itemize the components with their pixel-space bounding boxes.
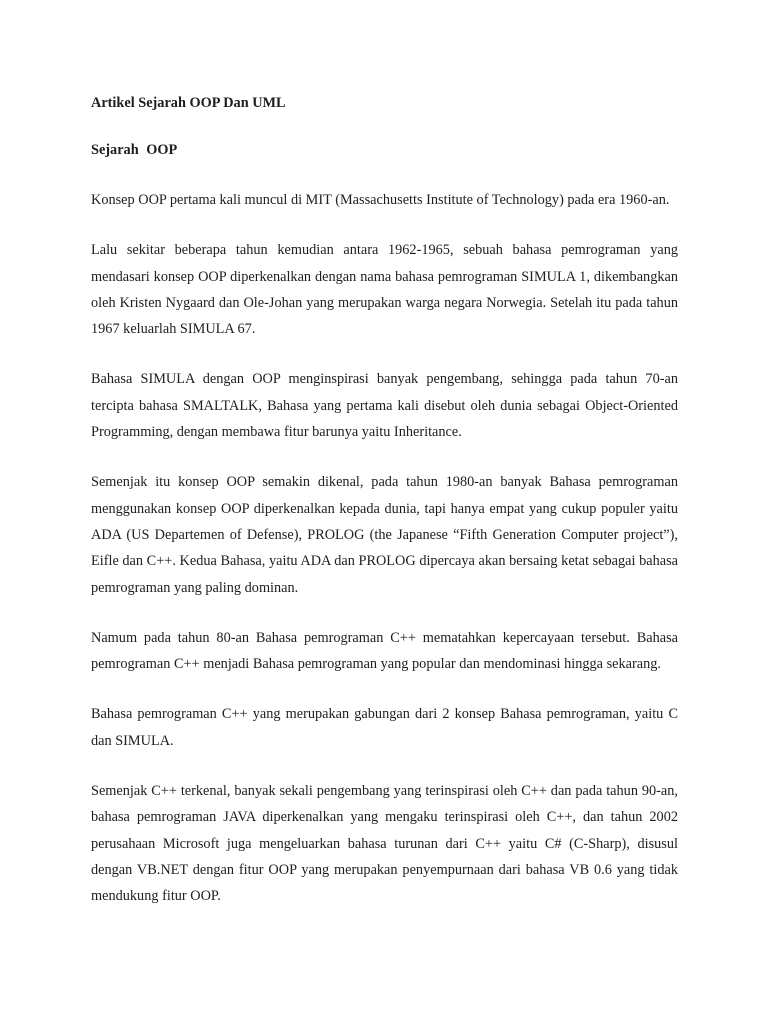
- paragraph: Semenjak C++ terkenal, banyak sekali pengembang yang terinspirasi oleh C++ dan pada tahun 90-an, bahasa pemrograman JAVA diperkenalkan yang mengaku terinspirasi oleh C++, dan tahun 2002 perusahaan Microsoft juga mengeluarkan bahasa turunan dari C++ yaitu C# (C-Sharp), disusul dengan VB.NET dengan fitur OOP yang merupakan penyempurnaan dari bahasa VB 0.6 yang tidak mendukung fitur OOP.: [91, 783, 678, 905]
- paragraph: Lalu sekitar beberapa tahun kemudian antara 1962-1965, sebuah bahasa pemrograman yang mendasari konsep OOP diperkenalkan dengan nama bahasa pemrograman SIMULA 1, dikembangkan oleh Kristen Nygaard dan Ole-Johan yang merupakan warga negara Norwegia. Setelah itu pada tahun 1967 keluarlah SIMULA 67.: [91, 242, 678, 338]
- document-body: [91, 92, 678, 910]
- paragraph: Konsep OOP pertama kali muncul di MIT (Massachusetts Institute of Technology) pada era 1960-an.: [91, 192, 670, 208]
- paragraph: Bahasa SIMULA dengan OOP menginspirasi banyak pengembang, sehingga pada tahun 70-an tercipta bahasa SMALTALK, Bahasa yang pertama kali disebut oleh dunia sebagai Object-Oriented Programming, dengan membawa fitur barunya yaitu Inheritance.: [91, 371, 678, 441]
- paragraph: Namum pada tahun 80-an Bahasa pemrograman C++ mematahkan kepercayaan tersebut. Bahasa pemrograman C++ menjadi Bahasa pemrograman yang popular dan mendominasi hingga sekarang.: [91, 629, 678, 673]
- section-heading: Sejarah OOP: [91, 142, 178, 158]
- paragraph: Bahasa pemrograman C++ yang merupakan gabungan dari 2 konsep Bahasa pemrograman, yaitu C dan SIMULA.: [91, 706, 678, 749]
- paragraph: Semenjak itu konsep OOP semakin dikenal, pada tahun 1980-an banyak Bahasa pemrograman menggunakan konsep OOP diperkenalkan kepada dunia, tapi hanya empat yang cukup populer yaitu ADA (US Departemen of Defense), PROLOG (the Japanese “Fifth Generation Computer project”), Eifle dan C++. Kedua Bahasa, yaitu ADA dan PROLOG dipercaya akan bersaing ketat sebagai bahasa pemrograman yang paling dominan.: [91, 474, 678, 596]
- document-title: Artikel Sejarah OOP Dan UML: [91, 95, 286, 111]
